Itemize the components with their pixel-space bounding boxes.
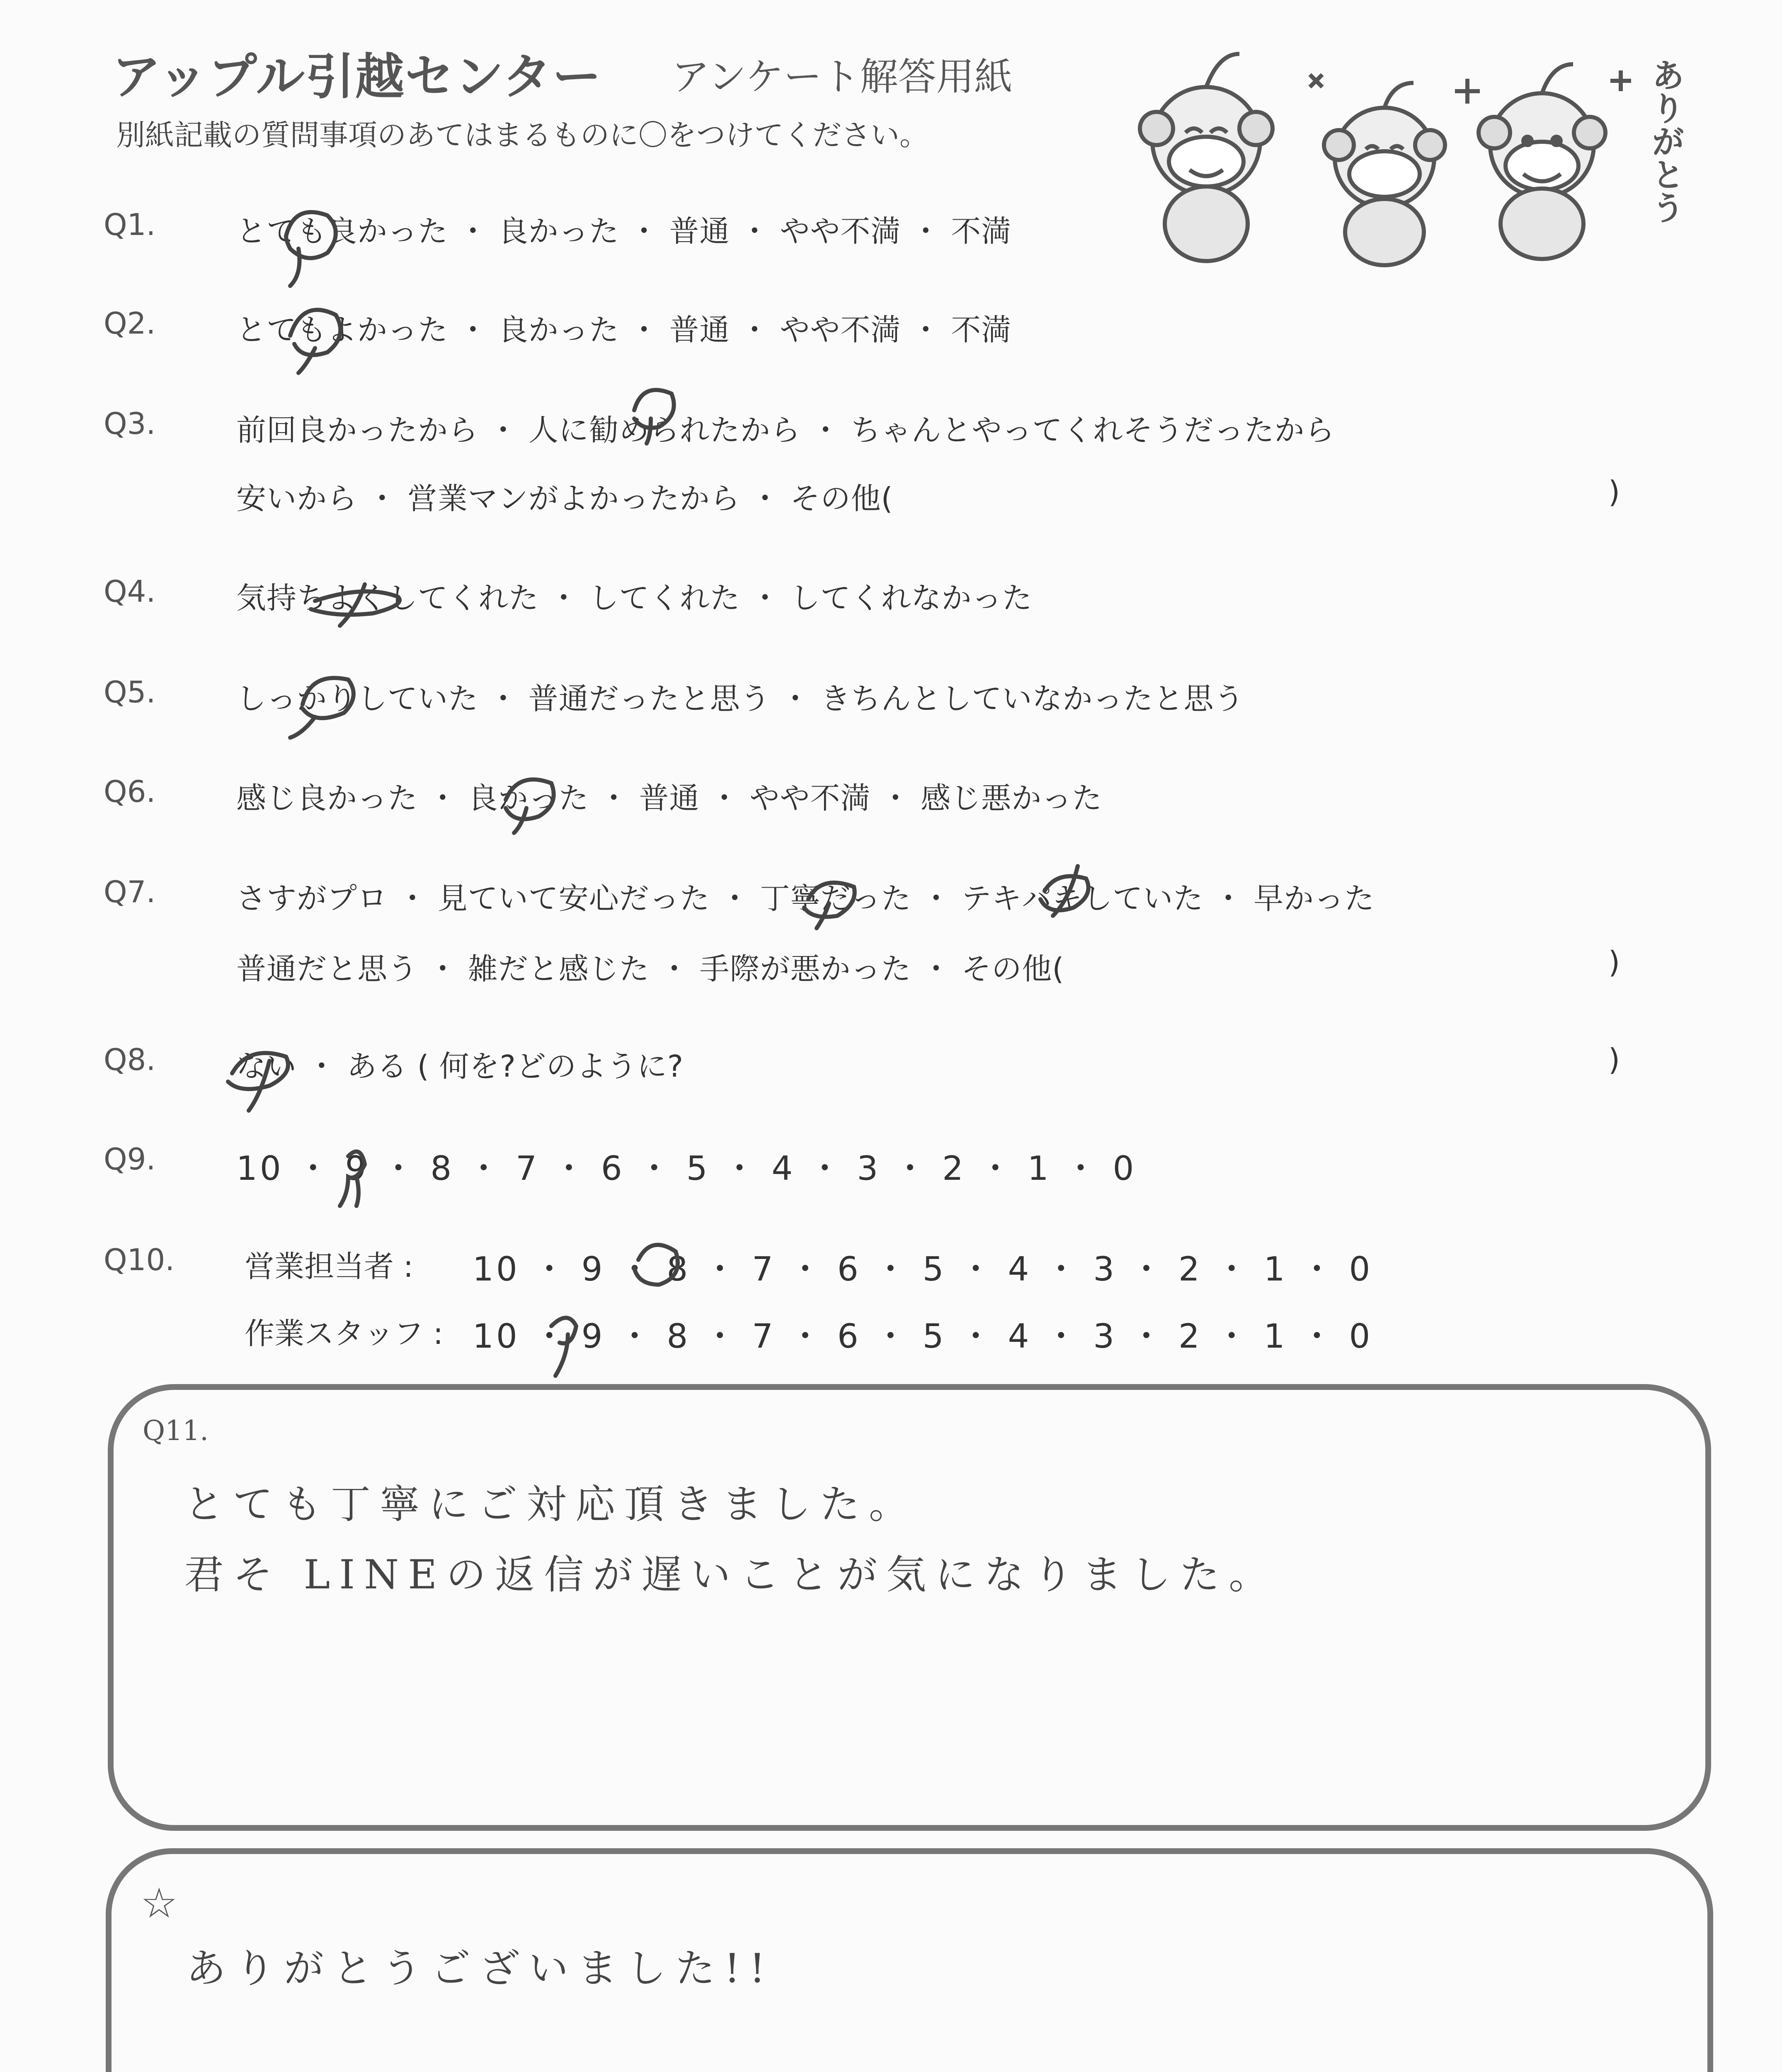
q9-label: Q9. xyxy=(104,1142,156,1176)
sheet-title: アンケート解答用紙 xyxy=(672,55,1013,99)
q3-paren-close: ) xyxy=(1608,474,1620,509)
question-q2 xyxy=(0,306,1782,356)
question-q3 xyxy=(0,406,1782,456)
q2-label: Q2. xyxy=(104,306,156,341)
q9-scale[interactable]: 10 ・ 9 ・ 8 ・ 7 ・ 6 ・ 5 ・ 4 ・ 3 ・ 2 ・ 1 ・ 0 xyxy=(236,1149,1137,1188)
q7-options-line2[interactable]: 普通だと思う ・ 雑だと感じた ・ 手際が悪かった ・ その他( xyxy=(236,951,1064,986)
q6-options[interactable]: 感じ良かった ・ 良かった ・ 普通 ・ やや不満 ・ 感じ悪かった xyxy=(236,781,1103,816)
q11-comment-line2: 君そ LINEの返信が遅いことが気になりました。 xyxy=(184,1552,1278,1598)
star-comment-box[interactable] xyxy=(106,1848,1713,2072)
q7-options-line1[interactable]: さすがプロ ・ 見ていて安心だった ・ 丁寧だった ・ テキパキしていた ・ 早かった xyxy=(236,881,1375,916)
question-q4 xyxy=(0,574,1782,624)
question-q7-line2 xyxy=(0,945,1782,995)
q8-paren-close: ) xyxy=(1608,1042,1620,1077)
mascot-caption: ありがとう xyxy=(1646,58,1685,224)
q11-box-label: Q11. xyxy=(143,1415,209,1447)
question-q7 xyxy=(0,874,1782,924)
question-q10-sales xyxy=(0,1242,1782,1292)
question-q5 xyxy=(0,675,1782,724)
q3-options-line2[interactable]: 安いから ・ 営業マンがよかったから ・ その他( xyxy=(236,481,893,516)
q4-label: Q4. xyxy=(104,574,156,609)
q10-sales-label: 営業担当者 : xyxy=(245,1249,414,1284)
q8-options[interactable]: ない ・ ある ( 何を?どのように? xyxy=(236,1049,684,1084)
q7-label: Q7. xyxy=(104,874,156,909)
question-q9 xyxy=(0,1142,1782,1191)
question-q3-line2 xyxy=(0,474,1782,524)
instruction-text: 別紙記載の質問事項のあてはまるものに〇をつけてください。 xyxy=(116,118,929,152)
q10-label: Q10. xyxy=(104,1242,175,1277)
q7-paren-close: ) xyxy=(1608,945,1620,980)
q1-options[interactable]: とても良かった ・ 良かった ・ 普通 ・ やや不満 ・ 不満 xyxy=(236,214,1012,249)
star-comment-text: ありがとうございました!! xyxy=(186,1945,775,1992)
q3-options-line1[interactable]: 前回良かったから ・ 人に勧められたから ・ ちゃんとやってくれそうだったから xyxy=(236,413,1335,448)
q10-staff-scale[interactable]: 10 ・ 9 ・ 8 ・ 7 ・ 6 ・ 5 ・ 4 ・ 3 ・ 2 ・ 1 ・ 0 xyxy=(473,1317,1373,1356)
question-q8 xyxy=(0,1042,1782,1092)
question-q6 xyxy=(0,774,1782,824)
q2-options[interactable]: とてもよかった ・ 良かった ・ 普通 ・ やや不満 ・ 不満 xyxy=(236,312,1012,347)
q8-label: Q8. xyxy=(104,1042,156,1077)
q3-label: Q3. xyxy=(104,406,156,441)
q1-label: Q1. xyxy=(104,207,156,242)
q5-options[interactable]: しっかりしていた ・ 普通だったと思う ・ きちんとしていなかったと思う xyxy=(236,681,1244,716)
q5-label: Q5. xyxy=(104,675,156,709)
company-title: アップル引越センター xyxy=(112,48,602,105)
q4-options[interactable]: 気持ちよくしてくれた ・ してくれた ・ してくれなかった xyxy=(236,581,1033,615)
q6-label: Q6. xyxy=(104,774,156,809)
q11-comment-line1: とても丁寧にご対応頂きました。 xyxy=(184,1481,918,1527)
q10-staff-label: 作業スタッフ : xyxy=(245,1316,444,1351)
question-q1 xyxy=(0,207,1782,257)
q10-sales-scale[interactable]: 10 ・ 9 ・ 8 ・ 7 ・ 6 ・ 5 ・ 4 ・ 3 ・ 2 ・ 1 ・ 0 xyxy=(473,1250,1373,1288)
question-q10-staff xyxy=(0,1310,1782,1359)
q11-comment-box[interactable] xyxy=(108,1384,1711,1831)
star-icon: ☆ xyxy=(141,1879,178,1927)
